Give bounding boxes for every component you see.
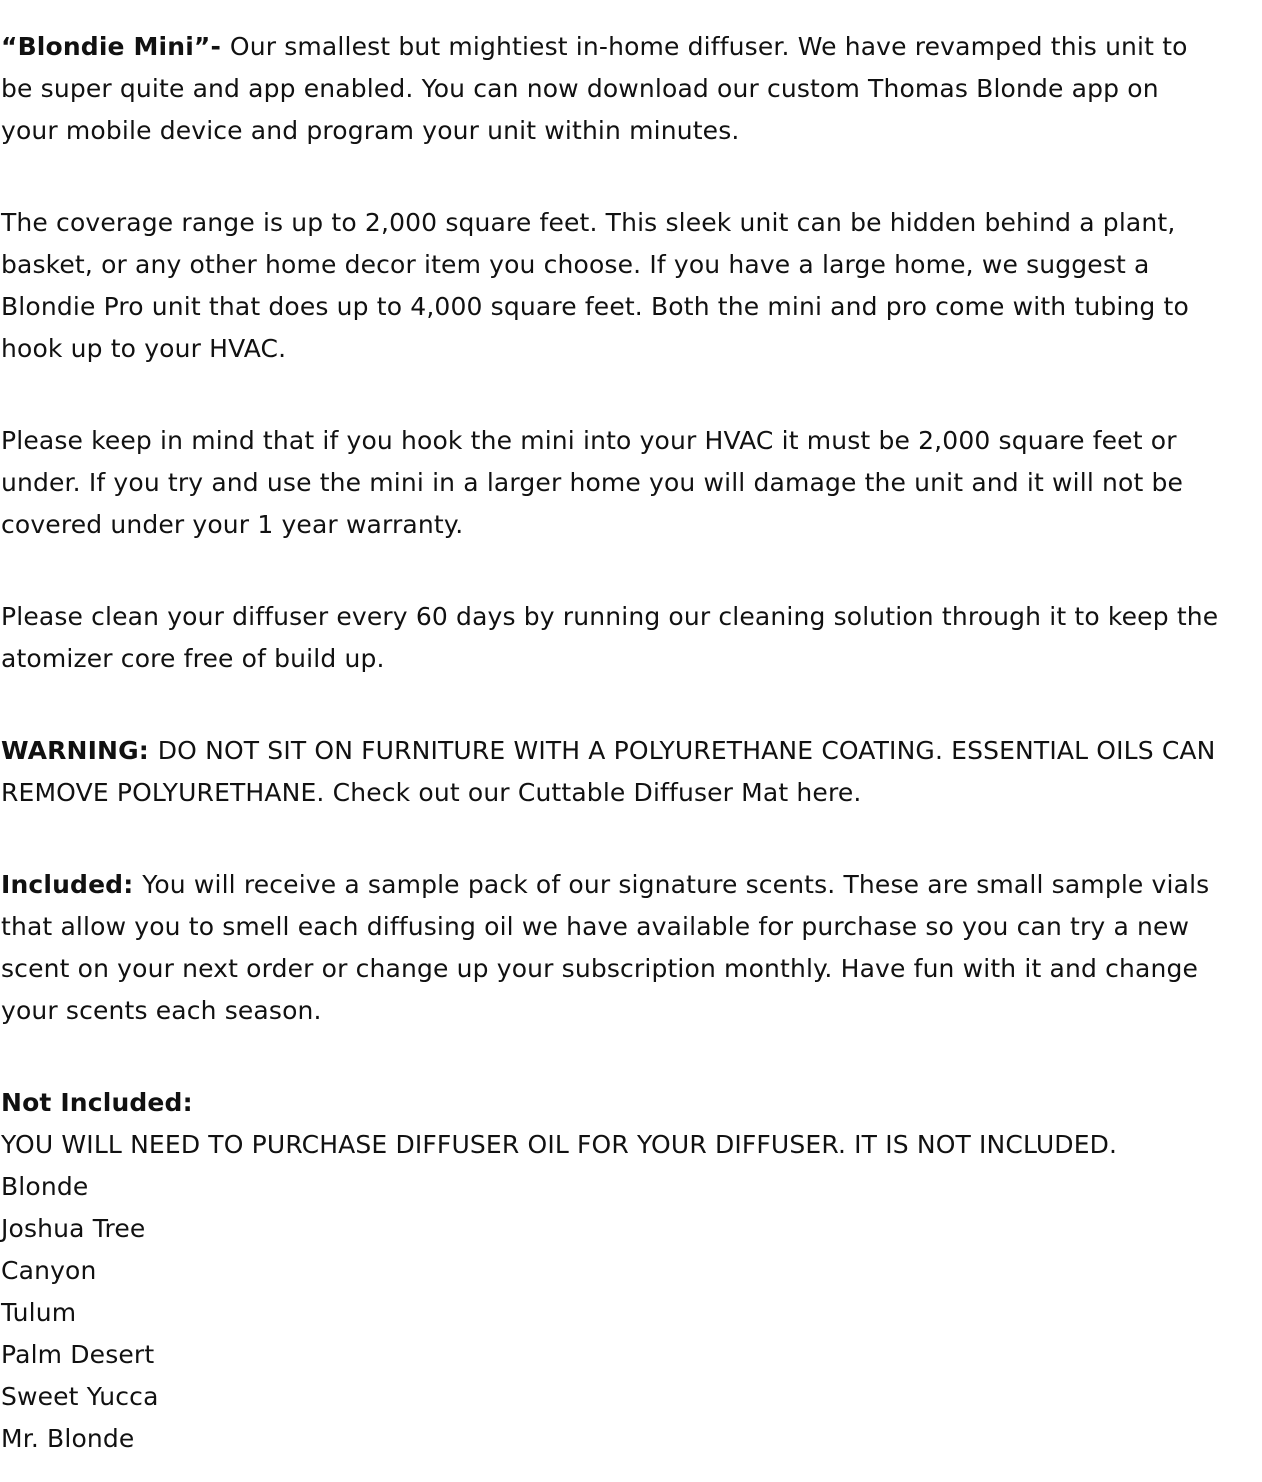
warning-label: WARNING: [1, 736, 158, 765]
list-item: Canyon [1, 1256, 97, 1285]
intro-text: Our smallest but mightiest in-home diffuser. We have revamped this unit to be super quite and app enabled. You can now download our custom Thomas Blonde app on your mobile device and program your unit within minutes. [1, 32, 1188, 145]
included-text: You will receive a sample pack of our signature scents. These are small sample vials that allow you to smell each diffusing oil we have available for purchase so you can try a new scent on your next order or change up your subscription monthly. Have fun with it and change your scents each season. [1, 870, 1210, 1025]
intro-paragraph [1, 26, 1223, 152]
product-name: “Blondie Mini”- [1, 32, 230, 61]
cleaning-paragraph: Please clean your diffuser every 60 days by running our cleaning solution through it to keep the atomizer core free of build up. [1, 602, 1219, 673]
not-included-heading: Not Included: [1, 1088, 193, 1117]
warning-text: DO NOT SIT ON FURNITURE WITH A POLYURETHANE COATING. ESSENTIAL OILS CAN REMOVE POLYURETHANE. Check out our Cuttable Diffuser Mat here. [1, 736, 1216, 807]
included-paragraph [1, 864, 1223, 1032]
list-item: Blonde [1, 1172, 89, 1201]
list-item: Joshua Tree [1, 1214, 146, 1243]
list-item: Mr. Blonde [1, 1424, 135, 1453]
hvac-note-paragraph: Please keep in mind that if you hook the mini into your HVAC it must be 2,000 square feet or under. If you try and use the mini in a larger home you will damage the unit and it will not be covered under your 1 year warranty. [1, 426, 1184, 539]
list-item: Sweet Yucca [1, 1382, 159, 1411]
warning-paragraph [1, 730, 1223, 814]
list-item: Tulum [1, 1298, 77, 1327]
coverage-paragraph: The coverage range is up to 2,000 square feet. This sleek unit can be hidden behind a plant, basket, or any other home decor item you choose. If you have a large home, we suggest a Blondie Pro unit that does up to 4,000 square feet. Both the mini and pro come with tubing to hook up to your HVAC. [1, 208, 1189, 363]
scent-list [1, 1166, 1223, 1460]
list-item: Palm Desert [1, 1340, 155, 1369]
product-description [1, 26, 1223, 1460]
not-included-notice: YOU WILL NEED TO PURCHASE DIFFUSER OIL FOR YOUR DIFFUSER. IT IS NOT INCLUDED. [1, 1130, 1118, 1159]
included-label: Included: [1, 870, 143, 899]
